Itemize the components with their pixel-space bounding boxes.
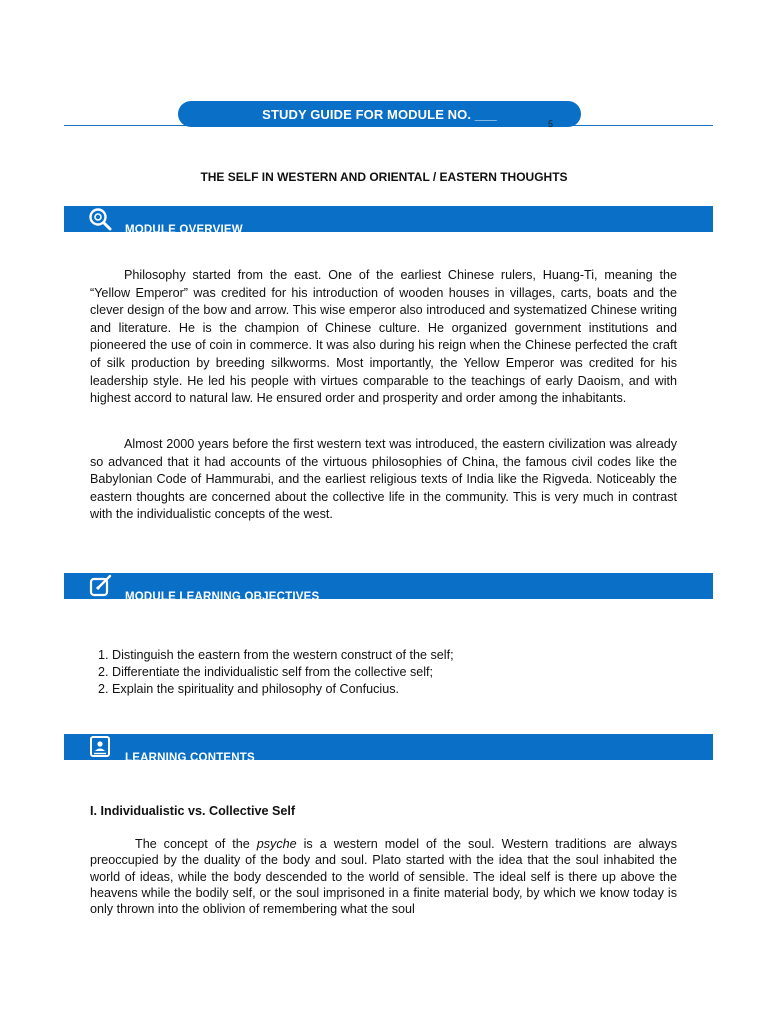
list-item: 2. Explain the spirituality and philosophy of Confucius. — [98, 682, 400, 696]
contact-card-icon — [88, 735, 114, 759]
section-label: LEARNING CONTENTS — [125, 752, 255, 760]
content-subheading: I. Individualistic vs. Collective Self — [90, 804, 296, 818]
objectives-list — [98, 647, 454, 698]
content-paragraph — [90, 836, 677, 917]
section-label: MODULE OVERVIEW — [125, 224, 243, 232]
list-item: 1. Distinguish the eastern from the western construct of the self; — [98, 648, 454, 662]
content-italic-term: psyche — [256, 837, 297, 851]
list-item: 2. Differentiate the individualistic self from the collective self; — [98, 665, 434, 679]
module-header-title: STUDY GUIDE FOR MODULE NO. ___ — [262, 106, 497, 122]
document-title: THE SELF IN WESTERN AND ORIENTAL / EASTERN THOUGHTS — [200, 170, 568, 184]
section-bar-learning-contents — [64, 734, 713, 760]
module-header-banner — [178, 101, 581, 127]
overview-paragraph-2: Almost 2000 years before the first western text was introduced, the eastern civilization was already so advanced that it had accounts of the virtuous philosophies of China, the famous civil codes like the Babylonian Code of Hammurabi, and the earliest religious texts of India like the Rigveda. Noticeably the eastern thoughts are concerned about the collective life in the community. This is very much in contrast with the individualistic concepts of the west. — [90, 437, 677, 522]
edit-icon — [88, 574, 114, 598]
section-bar-module-overview — [64, 206, 713, 232]
section-label: MODULE LEARNING OBJECTIVES — [125, 591, 320, 599]
section-bar-learning-objectives — [64, 573, 713, 599]
overview-paragraph-1: Philosophy started from the east. One of the earliest Chinese rulers, Huang-Ti, meaning the “Yellow Emperor” was credited for his introduction of wooden houses in villages, carts, boats and the clever design of the bow and arrow. This wise emperor also introduced and systematized Chinese writing and literature. He is the champion of Chinese culture. He organized government institutions and pioneered the use of coin in commerce. It was also during his reign when the Chinese perfected the craft of silk production by breeding silkworms. Most importantly, the Yellow Emperor was credited for his leadership style. He led his people with virtues comparable to the teachings of early Daoism, and with highest accord to natural law. He ensured order and prosperity and order among the inhabitants. — [90, 268, 677, 406]
content-text-rest: is a western model of the soul. Western traditions are always preoccupied by the duality of the body and soul. Plato started with the idea that the soul inhabited the world of ideas, while the body descended to the world of sensible. The ideal self is there up above the heavens while the bodily self, or the soul imprisoned in a finite material body, by which we know today is only thrown into the oblivion of remembering what the soul — [90, 837, 677, 917]
page-number: 5 — [548, 119, 554, 129]
content-text-start: The concept of the — [135, 837, 257, 851]
magnifier-icon — [88, 207, 114, 231]
